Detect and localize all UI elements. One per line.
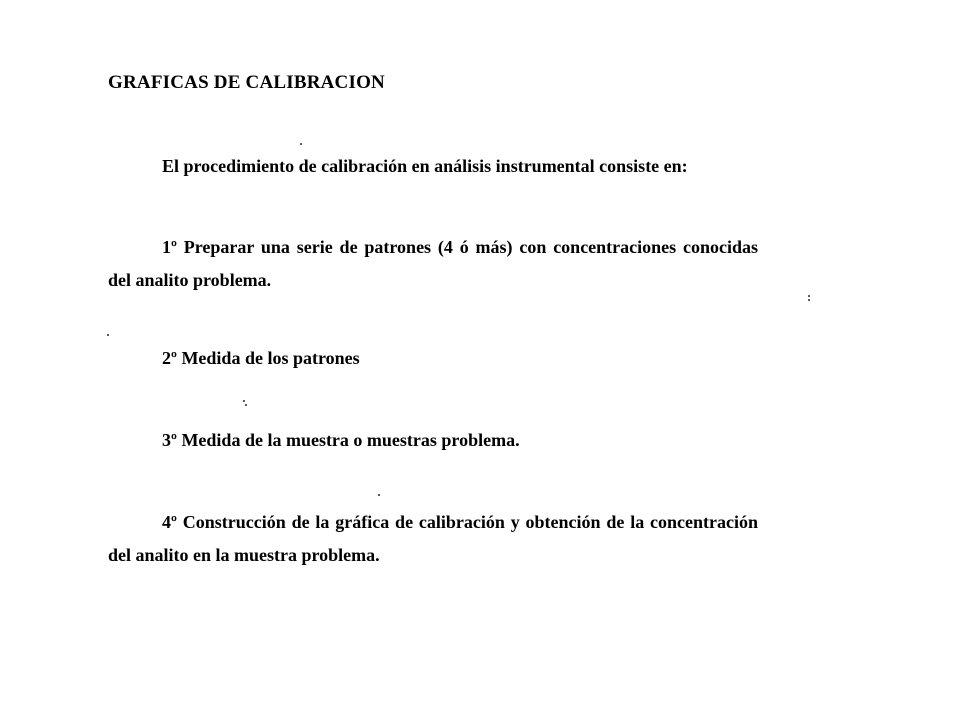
step-4-paragraph: 4º Construcción de la gráfica de calibración y obtención de la concentración del analito en la muestra problema.: [108, 512, 758, 565]
scan-speck: [245, 404, 247, 406]
scan-speck: [378, 494, 380, 496]
scan-speck: [300, 143, 302, 145]
scan-speck: [107, 334, 109, 336]
intro-paragraph: El procedimiento de calibración en análisis instrumental consiste en:: [162, 156, 688, 176]
step-3-paragraph: 3º Medida de la muestra o muestras problema.: [162, 430, 520, 450]
scan-speck: [243, 400, 245, 402]
scan-speck: [808, 299, 810, 301]
step-2-paragraph: 2º Medida de los patrones: [162, 348, 360, 368]
step-1-paragraph: 1º Preparar una serie de patrones (4 ó más) con concentraciones conocidas del analito problema.: [108, 237, 758, 290]
document-title: GRAFICAS DE CALIBRACION: [108, 72, 385, 93]
scan-speck: [808, 295, 810, 297]
